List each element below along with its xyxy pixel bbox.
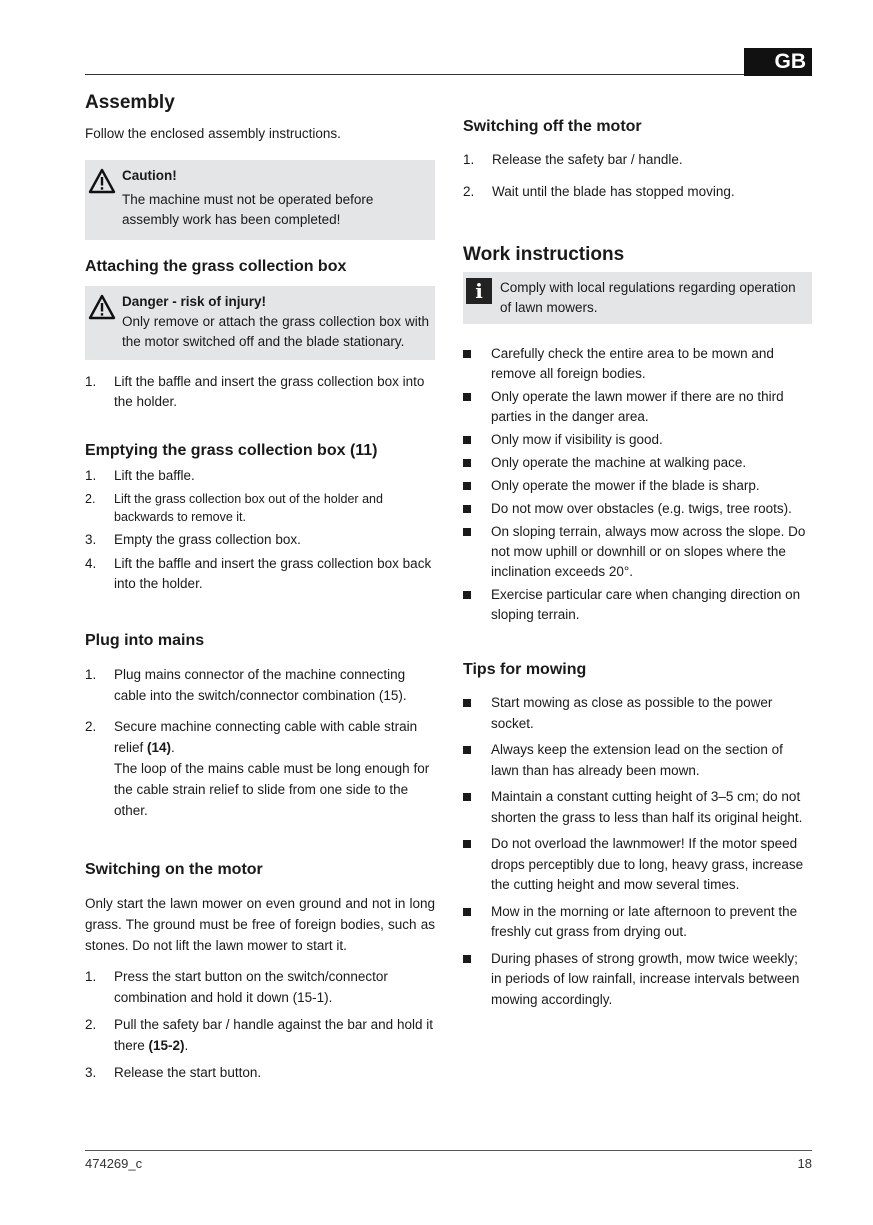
list-item: [463, 182, 812, 202]
list-item: [463, 585, 812, 625]
step-number: 2.: [463, 184, 475, 199]
bullet-text: Only mow if visibility is good.: [491, 432, 663, 447]
step-text: Pull the safety bar / handle against the bar and hold it there: [114, 1017, 433, 1053]
step-text: Release the start button.: [114, 1065, 262, 1080]
bullet-square-icon: [463, 482, 471, 490]
figure-reference: (15-2): [148, 1038, 185, 1053]
bullet-text: Start mowing as close as possible to the power socket.: [491, 695, 773, 731]
caution-text: The machine must not be operated before assembly work has been completed!: [122, 192, 374, 227]
bullet-text: Mow in the morning or late afternoon to prevent the freshly cut grass from drying out.: [491, 903, 798, 939]
step-number: 1.: [85, 969, 97, 984]
emptying-heading: Emptying the grass collection box (11): [85, 442, 378, 459]
switch-off-heading: Switching off the motor: [463, 118, 642, 135]
switch-on-steps: [85, 966, 435, 1083]
bullet-text: Only operate the machine at walking pace.: [491, 455, 747, 470]
info-icon: i: [466, 278, 492, 304]
list-item: [463, 902, 812, 943]
step-number: 2.: [85, 492, 96, 506]
list-item: [85, 466, 435, 486]
step-number: 2.: [85, 1017, 97, 1032]
step-text: Release the safety bar / handle.: [492, 152, 683, 167]
work-instructions-heading: Work instructions: [463, 244, 625, 265]
plug-heading: Plug into mains: [85, 632, 205, 649]
tips-list: [463, 693, 812, 1010]
step-text: Lift the baffle.: [114, 468, 195, 483]
bullet-text: Always keep the extension lead on the section of lawn than has already been mown.: [491, 742, 783, 778]
bullet-square-icon: [463, 699, 471, 707]
list-item: [463, 949, 812, 1011]
bullet-square-icon: [463, 528, 471, 536]
switch-on-heading: Switching on the motor: [85, 861, 263, 878]
warning-triangle-icon: [88, 168, 116, 194]
step-text: Lift the baffle and insert the grass collection box back into the holder.: [114, 556, 432, 591]
list-item: [85, 372, 435, 412]
assembly-intro: Follow the enclosed assembly instructions.: [85, 126, 341, 141]
header-rule: [85, 74, 744, 75]
bullet-text: Do not overload the lawnmower! If the motor speed drops perceptibly due to long, heavy grass, increase the cutting height and mow several times.: [491, 836, 804, 892]
bullet-square-icon: [463, 350, 471, 358]
list-item: [463, 499, 812, 519]
caution-title: Caution!: [122, 168, 177, 183]
language-badge: GB: [744, 48, 812, 76]
bullet-text: Carefully check the entire area to be mown and remove all foreign bodies.: [491, 346, 774, 381]
danger-note: [85, 286, 435, 360]
list-item: [85, 1014, 435, 1056]
list-item: [85, 664, 435, 706]
step-number: 1.: [85, 468, 97, 483]
left-column: [85, 90, 435, 1083]
list-item: [85, 966, 435, 1008]
bullet-square-icon: [463, 746, 471, 754]
right-column: [463, 116, 812, 1016]
list-item: [85, 1062, 435, 1083]
attach-steps: [85, 372, 435, 412]
bullet-square-icon: [463, 393, 471, 401]
step-note: The loop of the mains cable must be long enough for the cable strain relief to slide from one side to the other.: [114, 761, 430, 818]
emptying-steps: [85, 466, 435, 594]
tips-heading: Tips for mowing: [463, 661, 587, 678]
plug-steps: [85, 664, 435, 821]
step-text: Secure machine connecting cable with cable strain relief: [114, 719, 418, 755]
bullet-text: Only operate the mower if the blade is sharp.: [491, 478, 760, 493]
list-item: [463, 787, 812, 828]
info-text: Comply with local regulations regarding operation of lawn mowers.: [500, 280, 796, 315]
figure-reference: (14): [147, 740, 172, 755]
page-number: 18: [797, 1156, 812, 1171]
doc-code: 474269_c: [85, 1156, 143, 1171]
list-item: [463, 150, 812, 170]
list-item: [463, 740, 812, 781]
switch-off-steps: [463, 150, 812, 202]
warning-triangle-icon: [88, 294, 116, 320]
list-item: [85, 530, 435, 550]
step-number: 2.: [85, 719, 97, 734]
bullet-text: Exercise particular care when changing direction on sloping terrain.: [491, 587, 801, 622]
step-number: 3.: [85, 1065, 97, 1080]
list-item: [463, 476, 812, 496]
danger-title: Danger - risk of injury!: [122, 294, 267, 309]
bullet-square-icon: [463, 955, 471, 963]
bullet-square-icon: [463, 793, 471, 801]
list-item: [463, 453, 812, 473]
bullet-square-icon: [463, 908, 471, 916]
step-number: 1.: [463, 152, 475, 167]
step-number: 4.: [85, 556, 97, 571]
work-instructions-list: [463, 344, 812, 625]
list-item: [85, 716, 435, 821]
step-number: 1.: [85, 667, 97, 682]
step-number: 3.: [85, 532, 97, 547]
bullet-text: On sloping terrain, always mow across the slope. Do not mow uphill or downhill or on slopes where the inclination exceeds 20°.: [491, 524, 806, 579]
step-text-end: .: [184, 1038, 189, 1053]
step-text: Lift the baffle and insert the grass collection box into the holder.: [114, 374, 425, 409]
list-item: [463, 344, 812, 384]
step-number: 1.: [85, 374, 97, 389]
bullet-square-icon: [463, 505, 471, 513]
list-item: [463, 693, 812, 734]
bullet-square-icon: [463, 591, 471, 599]
info-note: [463, 272, 812, 324]
step-text: Lift the grass collection box out of the holder and backwards to remove it.: [114, 492, 383, 524]
attach-heading: Attaching the grass collection box: [85, 258, 347, 275]
switch-on-intro: Only start the lawn mower on even ground and not in long grass. The ground must be free of foreign bodies, such as stones. Do not lift the lawn mower to start it.: [85, 896, 435, 953]
footer-rule: [85, 1150, 812, 1151]
step-text: Empty the grass collection box.: [114, 532, 301, 547]
bullet-square-icon: [463, 840, 471, 848]
bullet-text: During phases of strong growth, mow twice weekly; in periods of low rainfall, increase intervals between mowing accordingly.: [491, 950, 800, 1007]
step-text: Plug mains connector of the machine connecting cable into the switch/connector combination (15).: [114, 667, 407, 703]
bullet-text: Do not mow over obstacles (e.g. twigs, tree roots).: [491, 501, 792, 516]
list-item: [463, 430, 812, 450]
bullet-text: Maintain a constant cutting height of 3–5 cm; do not shorten the grass to less than half its original height.: [491, 789, 803, 825]
assembly-heading: Assembly: [85, 92, 175, 113]
step-text: Press the start button on the switch/connector combination and hold it down (15-1).: [114, 969, 388, 1005]
danger-text: Only remove or attach the grass collection box with the motor switched off and the blade stationary.: [122, 314, 429, 349]
step-text: Wait until the blade has stopped moving.: [492, 184, 735, 199]
list-item: [463, 387, 812, 427]
list-item: [463, 522, 812, 582]
list-item: [85, 490, 435, 526]
bullet-text: Only operate the lawn mower if there are no third parties in the danger area.: [491, 389, 784, 424]
list-item: [85, 554, 435, 594]
step-text-end: .: [171, 740, 175, 755]
list-item: [463, 834, 812, 896]
bullet-square-icon: [463, 459, 471, 467]
bullet-square-icon: [463, 436, 471, 444]
caution-note: [85, 160, 435, 240]
